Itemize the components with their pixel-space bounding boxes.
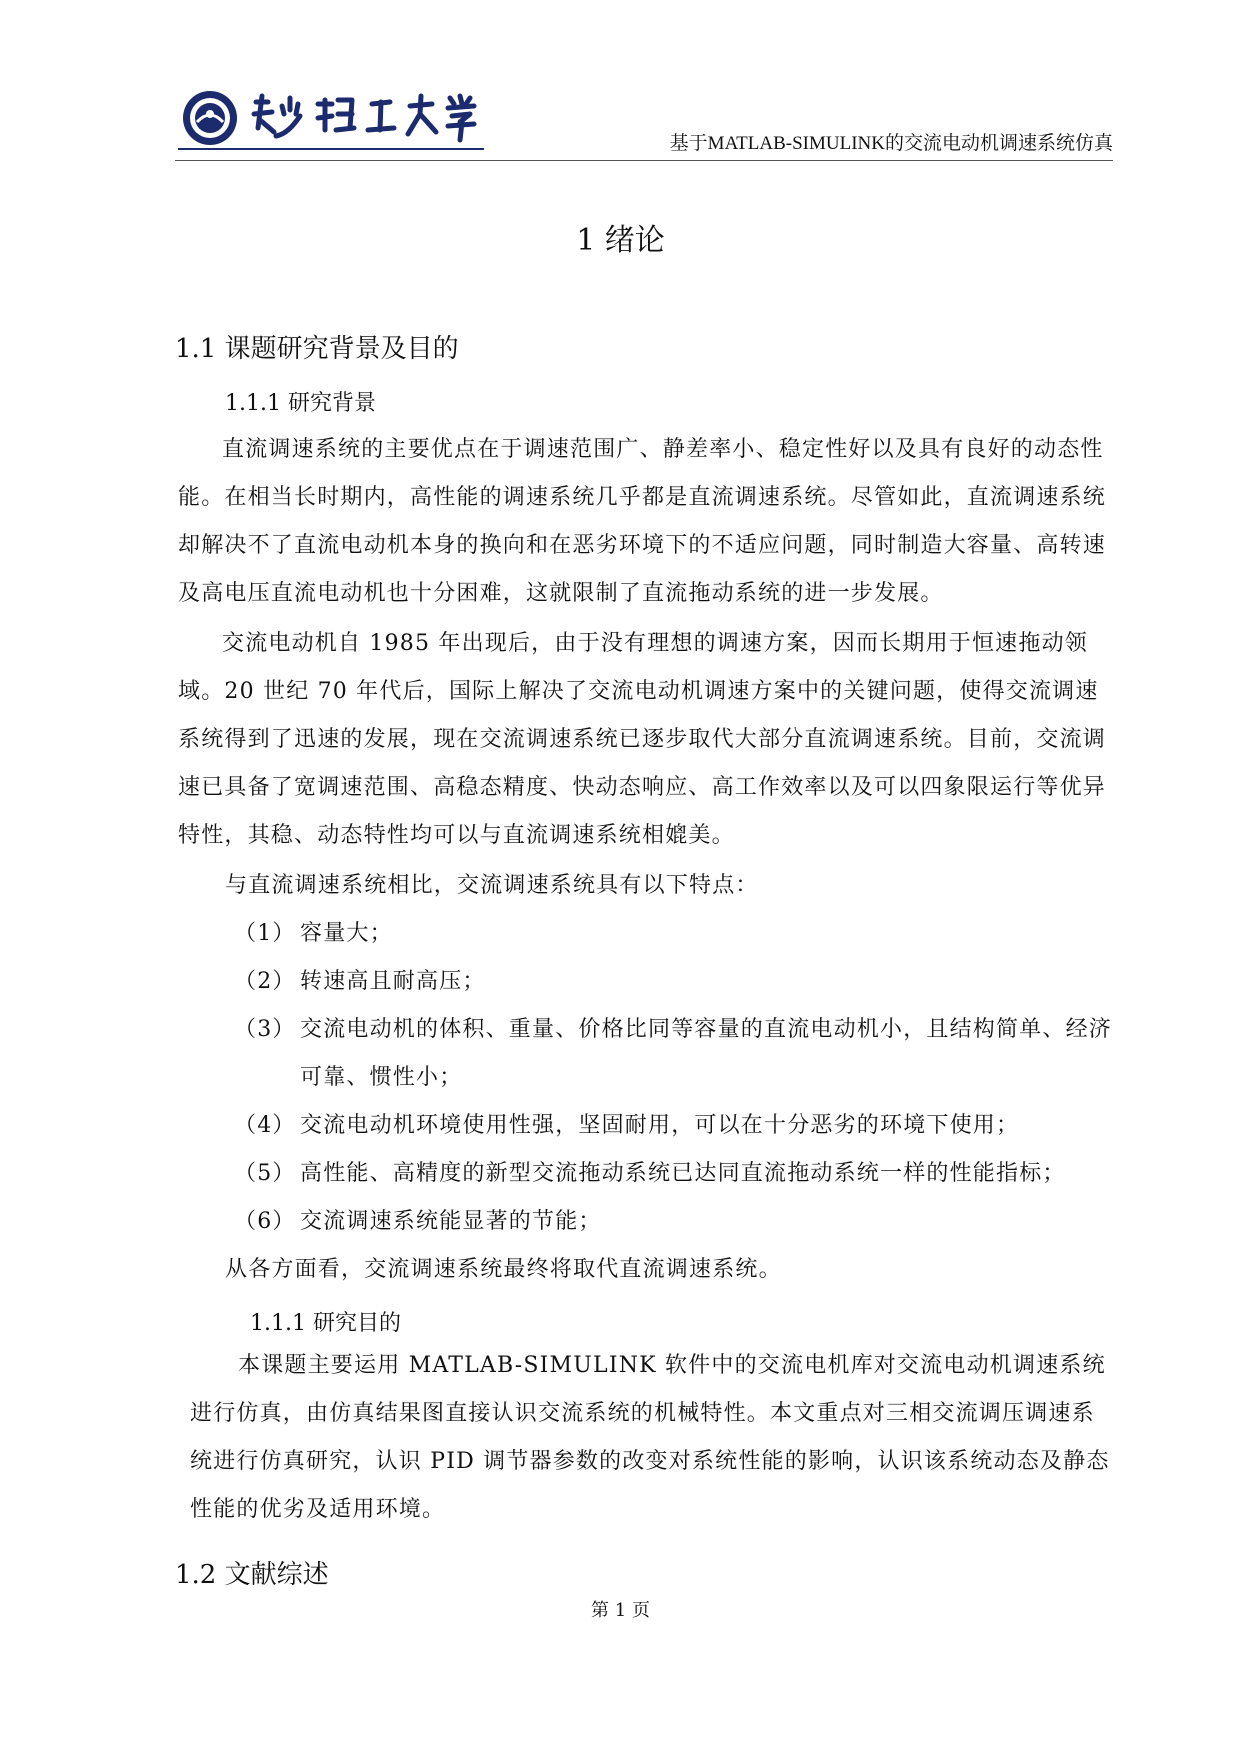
page-number: 第 1 页 <box>591 1600 650 1621</box>
paragraph-4: 从各方面看，交流调速系统最终将取代直流调速系统。 <box>225 1257 782 1282</box>
list-item-text: 交流调速系统能显著的节能； <box>300 1209 602 1234</box>
list-item <box>234 1102 1114 1150</box>
header-rule <box>175 160 1113 161</box>
list-item-number: （6） <box>234 1209 296 1234</box>
list-item-number: （3） <box>234 1017 296 1042</box>
list-item-number: （4） <box>234 1113 296 1138</box>
list-item-text: 交流电动机的体积、重量、价格比同等容量的直流电动机小，且结构简单、经济可靠、惯性小； <box>300 1017 1113 1090</box>
list-item <box>234 1006 1114 1102</box>
logo-underline <box>178 148 484 150</box>
section-heading-1-1: 1.1 课题研究背景及目的 <box>175 334 459 364</box>
list-item <box>234 910 1114 958</box>
paragraph-2: 交流电动机自 1985 年出现后，由于没有理想的调速方案，因而长期用于恒速拖动领域。20 世纪 70 年代后，国际上解决了交流电动机调速方案中的关键问题，使得交流调速系统得到了迅速的发展，现在交流调速系统已逐步取代大部分直流调速系统。目前，交流调速已具备了宽调速范围、高稳态精度、快动态响应、高工作效率以及可以四象限运行等优异特性，其稳、动态特性均可以与直流调速系统相媲美。 <box>178 631 1107 848</box>
list-item <box>234 958 1114 1006</box>
header-title: 基于MATLAB-SIMULINK的交流电动机调速系统仿真 <box>669 133 1113 154</box>
list-item-text: 高性能、高精度的新型交流拖动系统已达同直流拖动系统一样的性能指标； <box>300 1161 1066 1186</box>
list-item <box>234 1150 1114 1198</box>
list-item-text: 交流电动机环境使用性强，坚固耐用，可以在十分恶劣的环境下使用； <box>300 1113 1020 1138</box>
section-heading-1-2: 1.2 文献综述 <box>175 1560 329 1590</box>
list-item <box>234 1198 1114 1246</box>
list-item-number: （5） <box>234 1161 296 1186</box>
list-item-text: 转速高且耐高压； <box>300 969 486 994</box>
university-seal-icon <box>178 88 478 152</box>
list-item-number: （1） <box>234 921 296 946</box>
paragraph-5: 本课题主要运用 MATLAB-SIMULINK 软件中的交流电机库对交流电动机调速系统进行仿真，由仿真结果图直接认识交流系统的机械特性。本文重点对三相交流调压调速系统进行仿真研究，认识 PID 调节器参数的改变对系统性能的影响，认识该系统动态及静态性能的优劣及适用环境。 <box>190 1353 1110 1522</box>
chapter-title: 1 绪论 <box>576 223 665 258</box>
university-logo <box>178 88 478 152</box>
list-item-number: （2） <box>234 969 296 994</box>
paragraph-1: 直流调速系统的主要优点在于调速范围广、静差率小、稳定性好以及具有良好的动态性能。在相当长时期内，高性能的调速系统几乎都是直流调速系统。尽管如此，直流调速系统却解决不了直流电动机本身的换向和在恶劣环境下的不适应问题，同时制造大容量、高转速及高电压直流电动机也十分困难，这就限制了直流拖动系统的进一步发展。 <box>178 437 1107 606</box>
subsection-heading-purpose: 1.1.1 研究目的 <box>250 1311 401 1336</box>
subsection-heading-background: 1.1.1 研究背景 <box>225 391 376 416</box>
paragraph-3: 与直流调速系统相比，交流调速系统具有以下特点： <box>225 873 759 898</box>
list-item-text: 容量大； <box>300 921 393 946</box>
